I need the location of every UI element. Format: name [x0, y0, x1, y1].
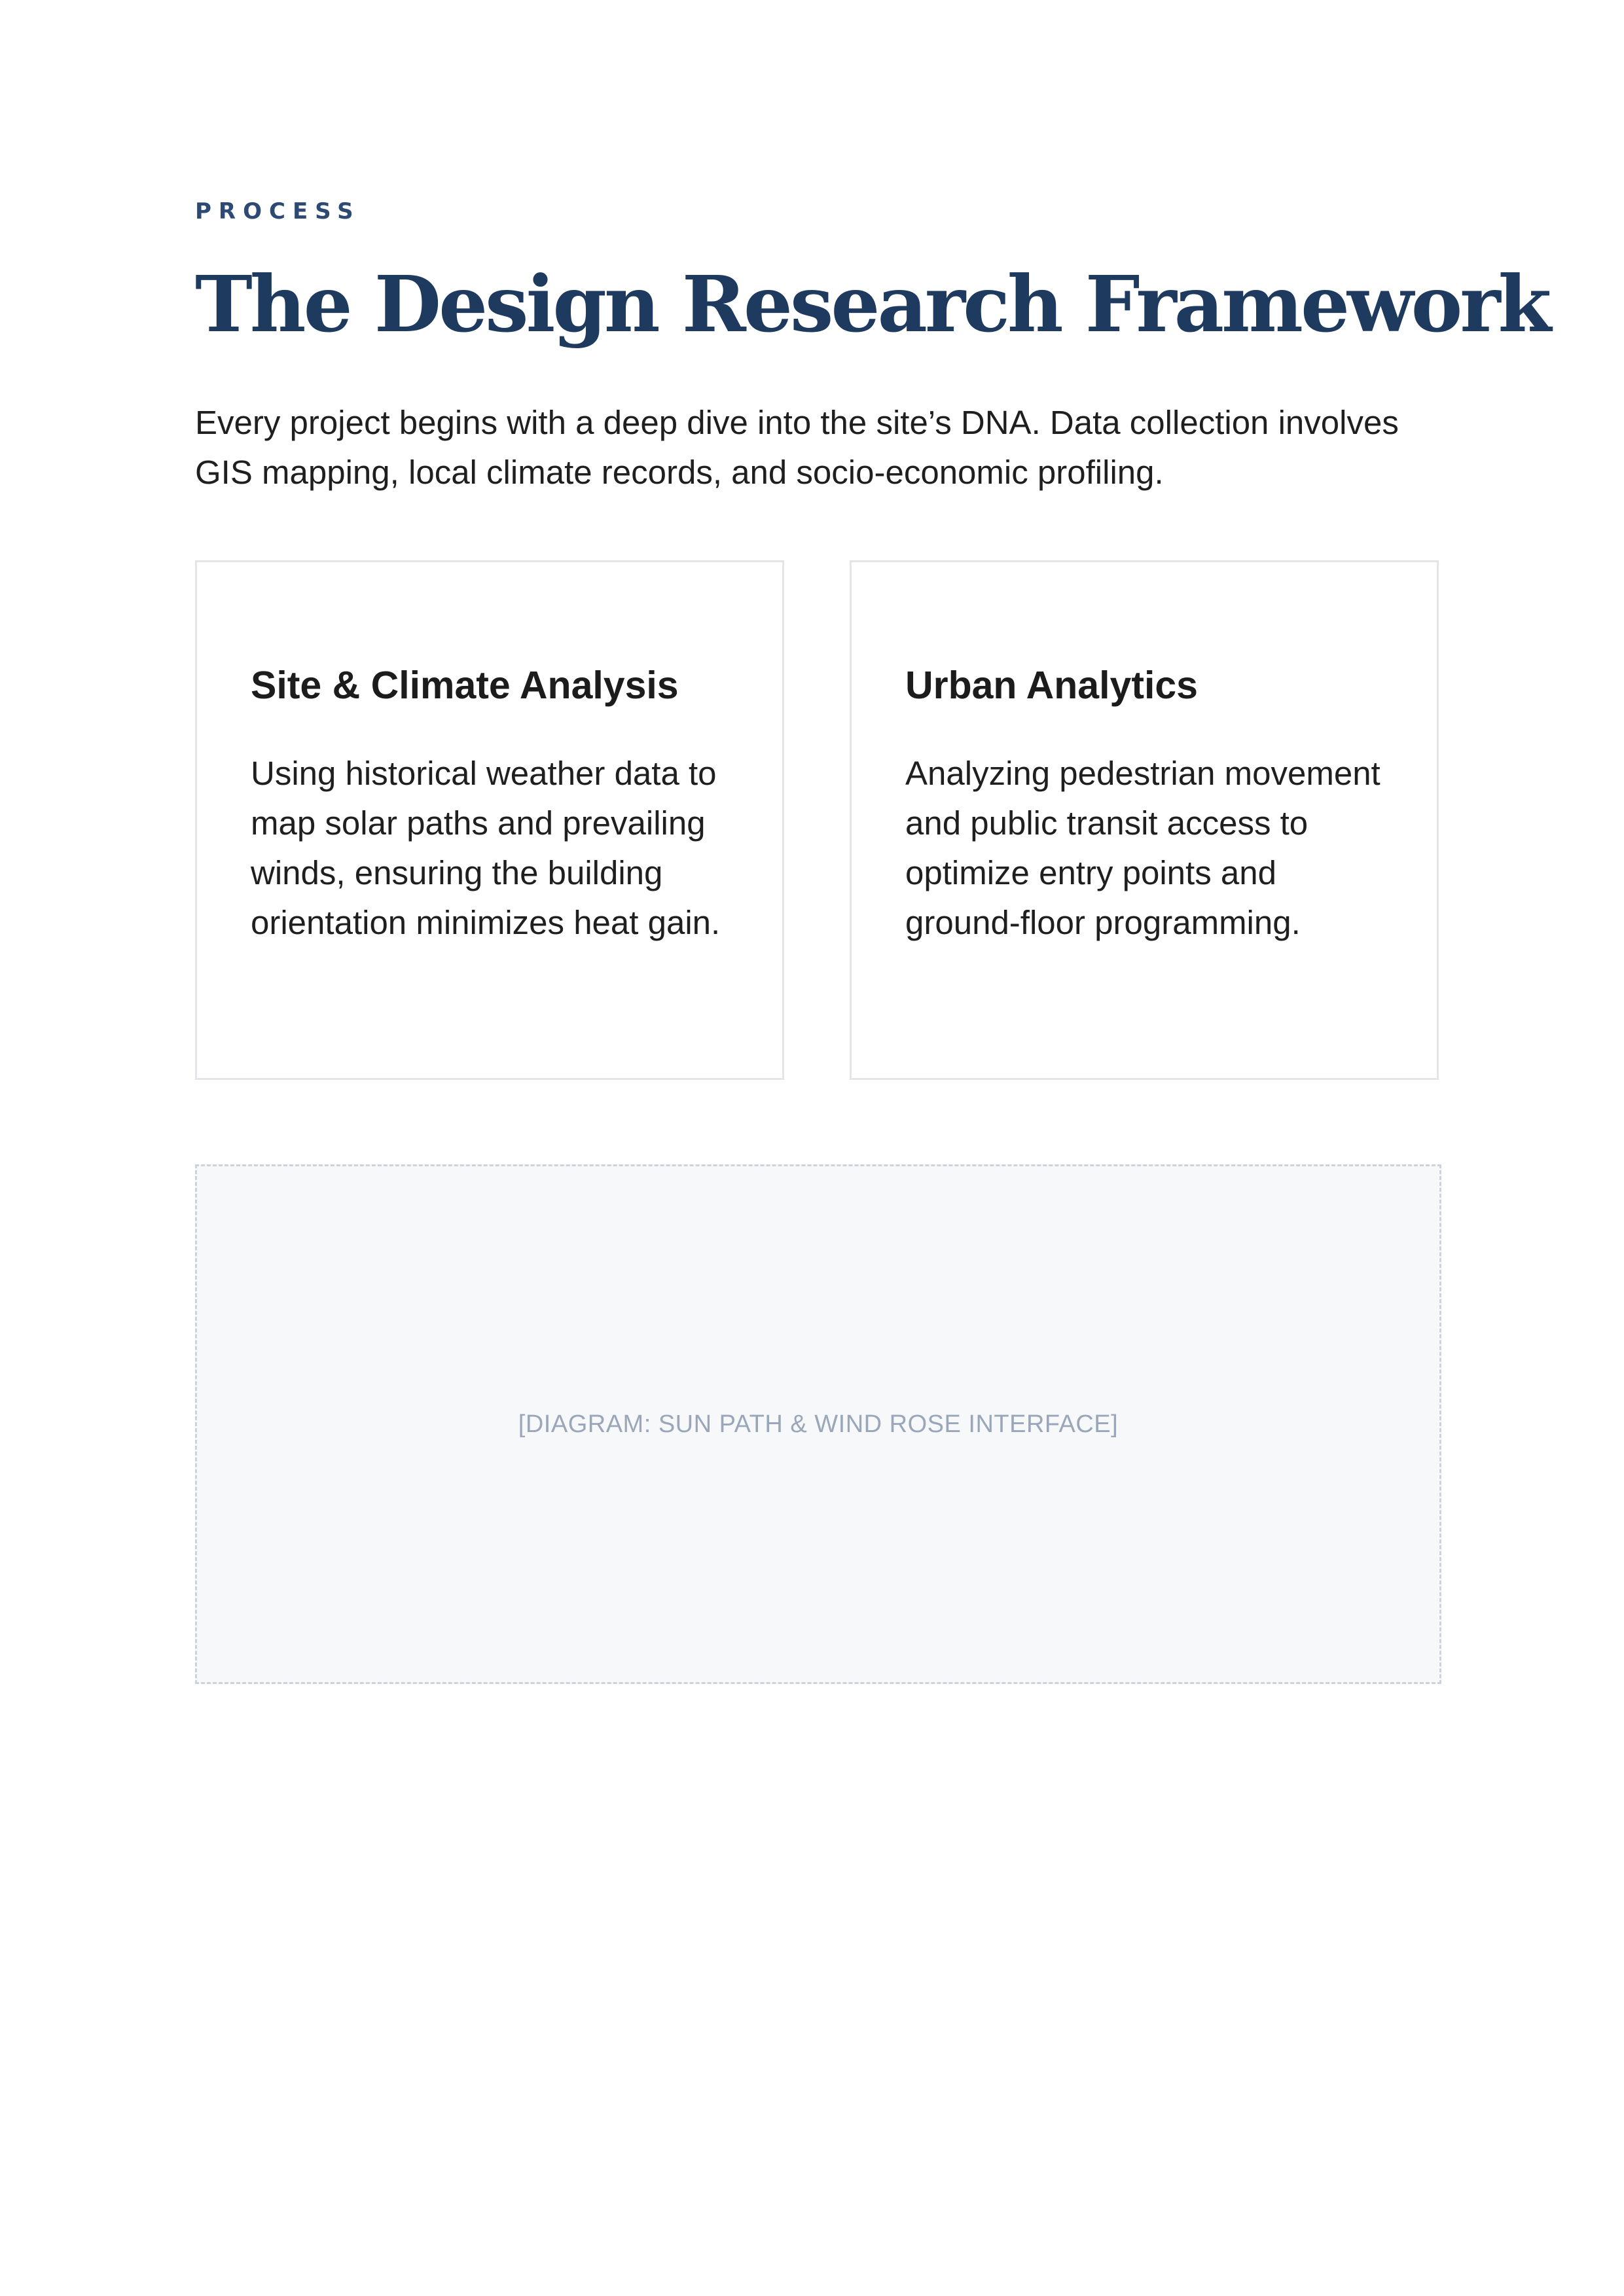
section-eyebrow: PROCESS: [195, 198, 361, 224]
page-title: The Design Research Framework: [195, 259, 1549, 350]
card-body: Analyzing pedestrian movement and public transit access to optimize entry points and ground-floor programming.: [905, 755, 1380, 941]
card-site-climate-analysis: [195, 560, 784, 1080]
card-body: Using historical weather data to map solar paths and prevailing winds, ensuring the building orientation minimizes heat gain.: [251, 755, 721, 941]
card-title: Site & Climate Analysis: [251, 664, 679, 707]
diagram-placeholder-label: [DIAGRAM: SUN PATH & WIND ROSE INTERFACE]: [518, 1410, 1119, 1438]
diagram-placeholder: [195, 1164, 1441, 1684]
intro-paragraph: Every project begins with a deep dive into the site’s DNA. Data collection involves GIS mapping, local climate records, and socio-economic profiling.: [195, 404, 1399, 491]
card-urban-analytics: [850, 560, 1439, 1080]
card-title: Urban Analytics: [905, 664, 1198, 707]
